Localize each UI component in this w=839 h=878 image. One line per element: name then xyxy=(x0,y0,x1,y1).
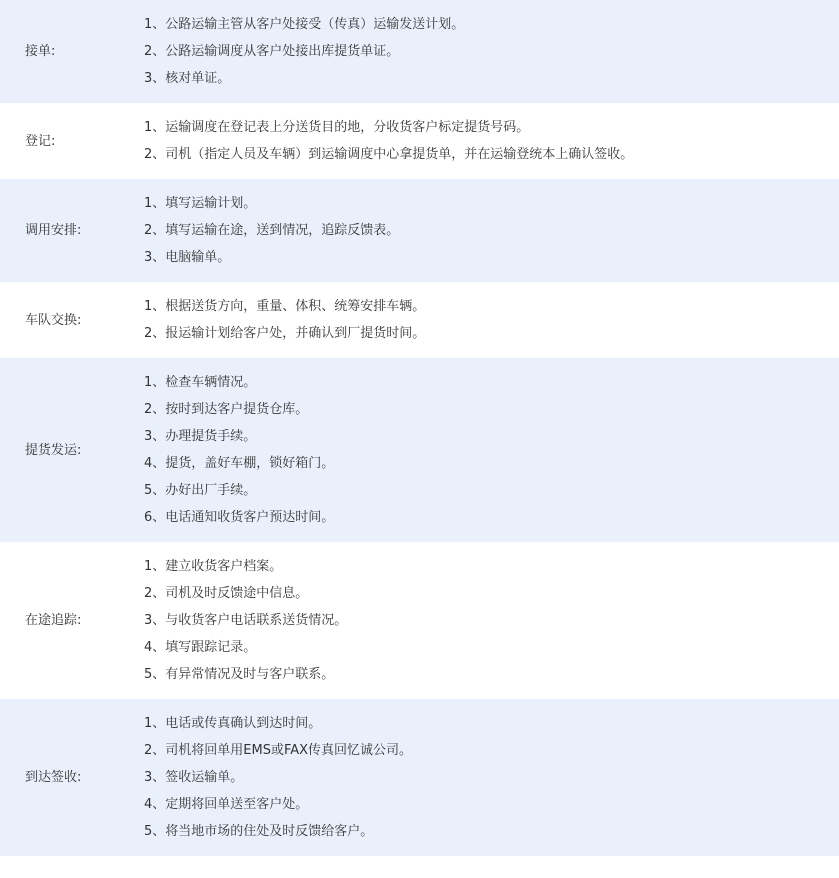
process-step-label: 接单: xyxy=(25,44,56,59)
process-step-item: 5、办好出厂手续。 xyxy=(144,483,257,498)
process-step-item: 3、电脑输单。 xyxy=(144,250,231,265)
process-step-item: 1、运输调度在登记表上分送货目的地，分收货客户标定提货号码。 xyxy=(144,120,530,135)
process-row xyxy=(0,0,839,103)
process-step-item: 2、司机及时反馈途中信息。 xyxy=(144,586,309,601)
process-step-items xyxy=(120,542,839,699)
process-step-label: 车队交换: xyxy=(25,312,82,328)
process-step-label: 登记: xyxy=(25,133,56,149)
process-step-item: 4、填写跟踪记录。 xyxy=(144,640,257,655)
process-step-item: 2、填写运输在途，送到情况，追踪反馈表。 xyxy=(144,223,400,238)
process-step-item: 1、填写运输计划。 xyxy=(144,196,257,211)
process-step-item: 2、司机将回单用EMS或FAX传真回忆诚公司。 xyxy=(144,743,413,758)
process-row xyxy=(0,699,839,856)
process-step-label: 在途追踪: xyxy=(25,613,82,628)
process-step-item: 1、电话或传真确认到达时间。 xyxy=(144,716,322,731)
process-step-label: 提货发运: xyxy=(25,442,82,458)
process-step-label: 到达签收: xyxy=(25,770,82,785)
process-step-item: 5、将当地市场的住处及时反馈给客户。 xyxy=(144,824,374,839)
process-step-item: 3、与收货客户电话联系送货情况。 xyxy=(144,613,348,628)
process-step-item: 2、公路运输调度从客户处接出库提货单证。 xyxy=(144,44,400,59)
process-step-items xyxy=(120,179,839,282)
process-step-item: 1、根据送货方向，重量、体积、统筹安排车辆。 xyxy=(144,299,426,314)
process-step-item: 4、提货，盖好车棚，锁好箱门。 xyxy=(144,456,335,471)
process-step-item: 3、核对单证。 xyxy=(144,71,231,86)
process-step-item: 2、按时到达客户提货仓库。 xyxy=(144,402,309,417)
process-row xyxy=(0,103,839,179)
process-step-items xyxy=(120,282,839,358)
process-step-item: 1、建立收货客户档案。 xyxy=(144,559,283,574)
process-step-item: 5、有异常情况及时与客户联系。 xyxy=(144,667,335,682)
process-step-item: 6、电话通知收货客户预达时间。 xyxy=(144,510,335,525)
process-row xyxy=(0,542,839,699)
process-step-item: 1、公路运输主管从客户处接受（传真）运输发送计划。 xyxy=(144,17,465,32)
process-row xyxy=(0,179,839,282)
process-step-item: 3、签收运输单。 xyxy=(144,770,244,785)
process-step-items xyxy=(120,103,839,179)
process-step-item: 1、检查车辆情况。 xyxy=(144,375,257,390)
process-row xyxy=(0,282,839,358)
process-step-item: 3、办理提货手续。 xyxy=(144,429,257,444)
process-step-item: 4、定期将回单送至客户处。 xyxy=(144,797,309,812)
process-row xyxy=(0,358,839,542)
process-step-item: 2、司机（指定人员及车辆）到运输调度中心拿提货单，并在运输登统本上确认签收。 xyxy=(144,147,634,162)
process-step-label: 调用安排: xyxy=(25,223,82,238)
process-step-items xyxy=(120,0,839,103)
process-step-item: 2、报运输计划给客户处，并确认到厂提货时间。 xyxy=(144,326,426,341)
process-step-items xyxy=(120,358,839,542)
process-step-items xyxy=(120,699,839,856)
